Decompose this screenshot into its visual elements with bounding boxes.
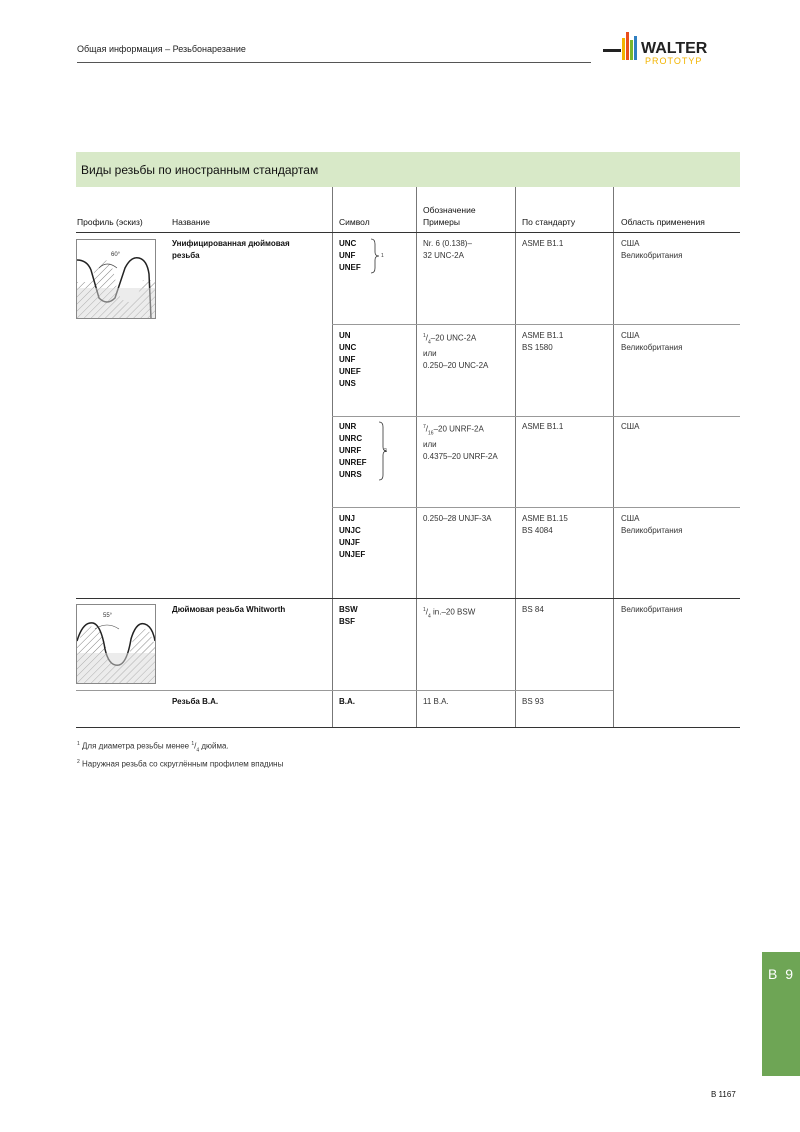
- chapter-tab-label: B 9: [768, 966, 796, 982]
- header-application: Область применения: [621, 217, 705, 227]
- row-divider: [76, 690, 613, 691]
- designation-example: $^1/_4-20$ UNC-2A или 0.250–20 UNC-2A: [423, 333, 489, 371]
- column-divider-application: [613, 187, 614, 728]
- row-divider: [332, 416, 740, 417]
- column-divider-standard: [515, 187, 516, 728]
- group-divider: [76, 598, 740, 599]
- row-divider: [332, 324, 740, 325]
- header-profile: Профиль (эскиз): [77, 217, 143, 227]
- logo-subbrand-text: PROTOTYP: [645, 56, 703, 66]
- symbol-list: UNJ UNJC UNJF UNJEF: [339, 514, 366, 559]
- header-symbol: Символ: [339, 217, 370, 227]
- thread-table: [76, 187, 740, 728]
- designation-example: 0.250–28 UNJF-3A: [423, 514, 492, 523]
- thread-name-whitworth: Дюймовая резьба Whitworth: [172, 605, 286, 614]
- standard-ref: ASME B1.1: [522, 422, 564, 431]
- footnote-1: $^1$ Для диаметра резьбы менее $^1/_4$ дюйма.: [77, 741, 229, 754]
- header-bottom-rule: [76, 232, 740, 233]
- page-header-title: Общая информация – Резьбонарезание: [77, 44, 246, 54]
- symbol-list: BSW BSF: [339, 605, 358, 626]
- symbol-list: UN UNC UNF UNEF UNS: [339, 331, 361, 388]
- footnote-ref-1: 1: [381, 253, 384, 259]
- thread-name-unified: Унифицированная дюймовая резьба: [172, 239, 290, 260]
- profile-angle-label: 55°: [103, 613, 113, 619]
- right-brace-icon: [370, 238, 380, 274]
- profile-sketch-unified: [76, 239, 156, 319]
- section-title: Виды резьбы по иностранным стандартам: [81, 163, 319, 177]
- symbol-list: UNC UNF UNEF: [339, 239, 361, 272]
- standard-ref: ASME B1.1: [522, 239, 564, 248]
- thread-profile-55-icon: [77, 605, 155, 683]
- thread-profile-60-icon: [77, 240, 155, 318]
- row-divider: [332, 507, 740, 508]
- application-area: США Великобритания: [621, 331, 683, 352]
- column-divider-designation: [416, 187, 417, 728]
- header-rule: [77, 62, 591, 63]
- designation-example: Nr. 6 (0.138)– 32 UNC-2A: [423, 239, 472, 260]
- page-number: B 1167: [711, 1090, 736, 1099]
- standard-ref: BS 93: [522, 697, 544, 706]
- application-area: США Великобритания: [621, 514, 683, 535]
- application-area: Великобритания: [621, 605, 683, 614]
- profile-angle-label: 60°: [111, 252, 121, 258]
- header-name: Название: [172, 217, 210, 227]
- designation-example: $^1/_4$ in.–20 BSW: [423, 607, 476, 620]
- table-bottom-rule: [76, 727, 740, 728]
- logo-graphic: [603, 28, 743, 68]
- walter-prototyp-logo: [603, 28, 743, 68]
- standard-ref: BS 84: [522, 605, 544, 614]
- header-standard: По стандарту: [522, 217, 576, 227]
- profile-sketch-whitworth: [76, 604, 156, 684]
- application-area: США: [621, 422, 640, 431]
- column-divider-symbol: [332, 187, 333, 728]
- application-area: США Великобритания: [621, 239, 683, 260]
- thread-name-ba: Резьба B.A.: [172, 697, 219, 706]
- header-designation: Обозначение Примеры: [423, 205, 476, 227]
- standard-ref: ASME B1.1 BS 1580: [522, 331, 564, 352]
- footnote-2: $^2$ Наружная резьба со скруглённым профилем впадины: [77, 759, 284, 769]
- chapter-side-tab[interactable]: [762, 952, 800, 1076]
- symbol-list: UNR UNRC UNRF UNREF UNRS: [339, 422, 367, 479]
- section-title-band: [76, 152, 740, 187]
- footnote-ref-2: 2: [384, 448, 387, 454]
- symbol-list: B.A.: [339, 697, 355, 706]
- designation-example: 11 B.A.: [423, 697, 449, 706]
- designation-example: $^7/_{16}-20$ UNRF-2A или 0.4375–20 UNRF-2A: [423, 424, 498, 462]
- logo-brand-text: WALTER: [641, 40, 708, 57]
- footnotes: [77, 738, 283, 771]
- standard-ref: ASME B1.15 BS 4084: [522, 514, 568, 535]
